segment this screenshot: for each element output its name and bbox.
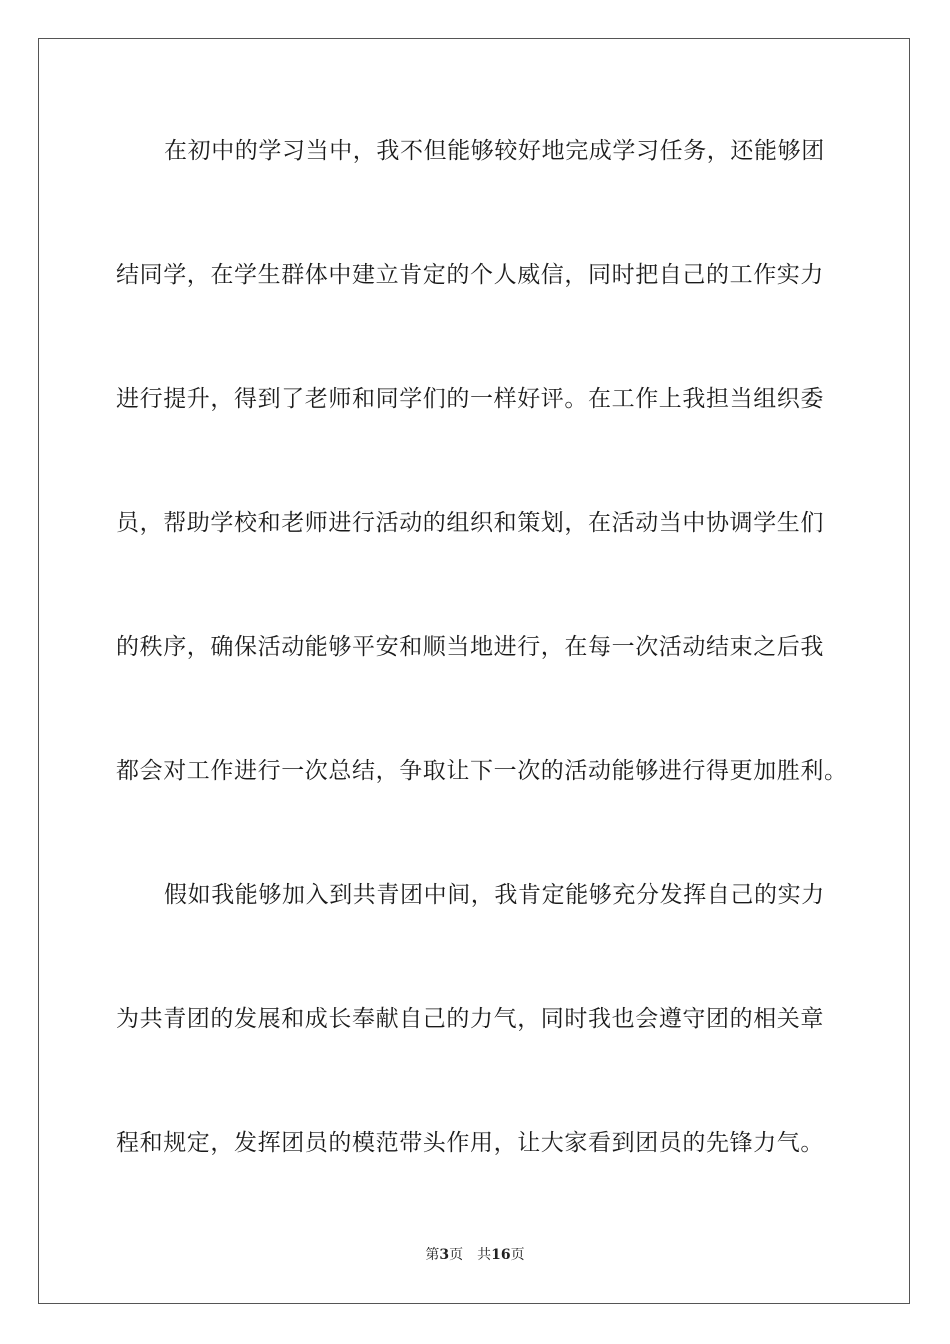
total-suffix: 页 (510, 1247, 525, 1263)
page-suffix: 页 (449, 1247, 464, 1263)
paragraph-2-line-3: 程和规定，发挥团员的模范带头作用，让大家看到团员的先锋力气。 (116, 1130, 824, 1156)
total-prefix: 共 (477, 1247, 492, 1263)
total-pages: 16 (491, 1247, 511, 1263)
paragraph-2-line-1: 假如我能够加入到共青团中间，我肯定能够充分发挥自己的实力 (164, 882, 825, 908)
paragraph-1-line-6: 都会对工作进行一次总结，争取让下一次的活动能够进行得更加胜利。 (116, 758, 848, 784)
page-footer (0, 1246, 950, 1264)
paragraph-1-line-4: 员，帮助学校和老师进行活动的组织和策划，在活动当中协调学生们 (116, 510, 824, 536)
page-prefix: 第 (425, 1247, 440, 1263)
page-number: 3 (439, 1247, 450, 1263)
paragraph-1-line-5: 的秩序，确保活动能够平安和顺当地进行，在每一次活动结束之后我 (116, 634, 824, 660)
paragraph-1-line-1: 在初中的学习当中，我不但能够较好地完成学习任务，还能够团 (164, 138, 825, 164)
paragraph-2-line-2: 为共青团的发展和成长奉献自己的力气，同时我也会遵守团的相关章 (116, 1006, 824, 1032)
paragraph-1-line-2: 结同学，在学生群体中建立肯定的个人威信，同时把自己的工作实力 (116, 262, 824, 288)
page-frame (38, 38, 910, 1304)
paragraph-1-line-3: 进行提升，得到了老师和同学们的一样好评。在工作上我担当组织委 (116, 386, 824, 412)
